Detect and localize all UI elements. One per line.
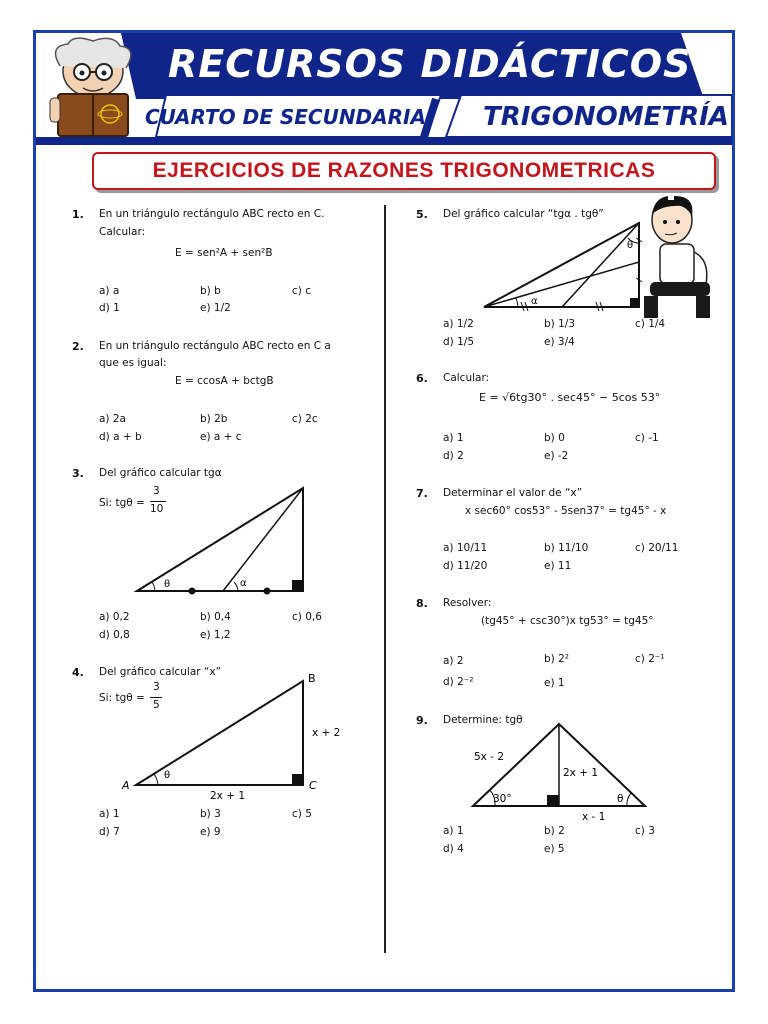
problem-formula: E = ccosA + bctgB [175, 375, 274, 387]
option: d) 7 [99, 826, 120, 838]
problem-number: 4. [72, 666, 84, 679]
option: e) a + c [200, 431, 242, 443]
option: d) 2⁻² [443, 676, 474, 688]
option: b) 2b [200, 413, 228, 425]
option: e) 1 [544, 677, 565, 689]
fraction-numerator: 3 [153, 485, 160, 497]
angle-30: 30° [493, 793, 512, 805]
side-label-base: x - 1 [582, 811, 606, 823]
triangle-figure-4 [118, 670, 348, 804]
triangle-figure-9 [465, 718, 655, 826]
option: d) a + b [99, 431, 142, 443]
problem-number: 1. [72, 208, 84, 221]
given-label: Si: tgθ = [99, 497, 145, 509]
problem-text: Del gráfico calcular “tgα . tgθ” [443, 208, 604, 220]
problem-text: Determinar el valor de “x” [443, 487, 583, 499]
problem-text: Calcular: [443, 372, 490, 384]
problem-formula: x sec60° cos53° - 5sen37° = tg45° - x [465, 505, 667, 517]
option: d) 11/20 [443, 560, 488, 572]
side-label-height: 2x + 1 [563, 767, 599, 779]
triangle-figure-5 [478, 218, 648, 313]
angle-alpha: α [240, 578, 247, 589]
option: d) 4 [443, 843, 464, 855]
option: b) 1/3 [544, 318, 575, 330]
problem-text: Determine: tgθ [443, 714, 523, 726]
problem-text: Del gráfico calcular “x” [99, 666, 222, 678]
professor-mascot-icon [38, 36, 148, 141]
angle-alpha: α [531, 296, 538, 307]
option: c) c [292, 285, 311, 297]
option: a) 2a [99, 413, 126, 425]
angle-theta: θ [164, 579, 171, 590]
option: c) 0,6 [292, 611, 322, 623]
banner-title: RECURSOS DIDÁCTICOS [168, 42, 692, 86]
fraction-numerator: 3 [153, 681, 160, 693]
option: a) 2 [443, 655, 464, 667]
option: d) 1/5 [443, 336, 474, 348]
option: a) 0,2 [99, 611, 130, 623]
triangle-figure-3 [130, 484, 310, 596]
option: a) 1 [443, 432, 464, 444]
option: d) 0,8 [99, 629, 130, 641]
option: a) a [99, 285, 120, 297]
problem-formula: E = √6tg30° . sec45° − 5cos 53° [479, 391, 661, 404]
option: e) -2 [544, 450, 569, 462]
option: e) 1/2 [200, 302, 231, 314]
page-title-box [92, 152, 716, 190]
problem-text: que es igual: [99, 357, 167, 369]
given-label: Si: tgθ = [99, 692, 145, 704]
option: a) 10/11 [443, 542, 488, 554]
problem-text: En un triángulo rectángulo ABC recto en C. [99, 208, 325, 220]
vertex-a: A [122, 779, 130, 792]
option: c) 2⁻¹ [635, 653, 665, 665]
option: b) 2 [544, 825, 565, 837]
banner-grade: CUARTO DE SECUNDARIA [145, 105, 426, 129]
fraction-denominator: 10 [150, 503, 164, 515]
angle-theta: θ [617, 793, 624, 805]
option: c) 20/11 [635, 542, 679, 554]
side-label-left: 5x - 2 [474, 751, 505, 763]
option: c) -1 [635, 432, 659, 444]
option: d) 1 [99, 302, 120, 314]
student-thinking-icon [640, 192, 722, 322]
option: b) 0,4 [200, 611, 231, 623]
option: e) 1,2 [200, 629, 231, 641]
option: b) 11/10 [544, 542, 589, 554]
option: b) b [200, 285, 221, 297]
side-label-right: x + 2 [312, 727, 341, 739]
option: c) 3 [635, 825, 655, 837]
option: b) 0 [544, 432, 565, 444]
fraction-denominator: 5 [153, 699, 160, 711]
option: b) 2² [544, 653, 569, 665]
problem-number: 2. [72, 340, 84, 353]
problem-text: Resolver: [443, 597, 492, 609]
column-divider [384, 205, 386, 953]
problem-number: 5. [416, 208, 428, 221]
vertex-c: C [309, 779, 317, 792]
vertex-b: B [308, 672, 316, 685]
problem-formula: E = sen²A + sen²B [175, 247, 273, 259]
problem-text: Calcular: [99, 226, 146, 238]
option: a) 1 [443, 825, 464, 837]
angle-theta: θ [627, 240, 634, 251]
problem-number: 9. [416, 714, 428, 727]
angle-theta: θ [164, 770, 171, 781]
option: a) 1 [99, 808, 120, 820]
problem-number: 8. [416, 597, 428, 610]
option: c) 1/4 [635, 318, 666, 330]
option: a) 1/2 [443, 318, 474, 330]
option: b) 3 [200, 808, 221, 820]
option: e) 9 [200, 826, 221, 838]
option: e) 5 [544, 843, 565, 855]
problem-number: 7. [416, 487, 428, 500]
problem-number: 6. [416, 372, 428, 385]
problem-number: 3. [72, 467, 84, 480]
option: d) 2 [443, 450, 464, 462]
page-title: EJERCICIOS DE RAZONES TRIGONOMETRICAS [152, 159, 656, 182]
banner-course: TRIGONOMETRÍA [483, 102, 729, 132]
option: c) 5 [292, 808, 312, 820]
option: e) 3/4 [544, 336, 575, 348]
option: c) 2c [292, 413, 318, 425]
side-label-base: 2x + 1 [210, 790, 246, 802]
option: e) 11 [544, 560, 572, 572]
problem-text: En un triángulo rectángulo ABC recto en C a [99, 340, 331, 352]
problem-formula: (tg45° + csc30°)x tg53° = tg45° [481, 615, 654, 627]
problem-text: Del gráfico calcular tgα [99, 467, 222, 479]
